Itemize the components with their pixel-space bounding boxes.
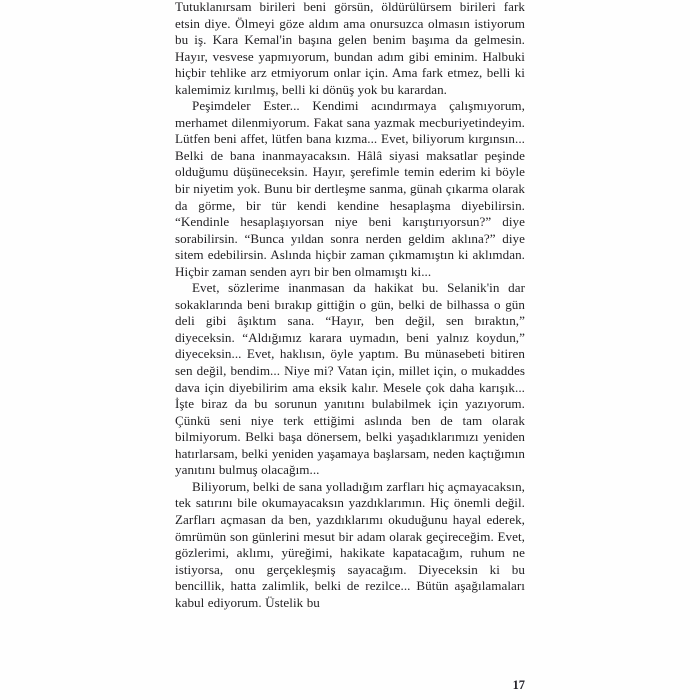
- body-paragraph: Evet, sözlerime inanmasan da hakikat bu. Selanik'in dar sokaklarında beni bırakıp gittiğin o gün, belki de bilhassa o gün deli gibi âşıktım sana. “Hayır, ben değil, sen bıraktın,” diyeceksin. “Aldığımız karara uymadın, beni yalnız koydun,” diyeceksin... Evet, haklısın, öyle yaptım. Bu münasebeti bitiren sen değil, bendim... Niye mi? Vatan için, millet için, o mukaddes dava için diyebilirim ama eksik kalır. Mesele çok daha karışık... İşte biraz da bu sorunun yanıtını bulabilmek için yazıyorum. Çünkü seni niye terk ettiğimi aslında ben de tam olarak bilmiyorum. Belki başa dönersem, belki yaşadıklarımızı yeniden hatırlarsam, belki yeniden yaşamaya başlarsam, neden kaçtığımın yanıtını bulmuş olacağım...: [175, 280, 525, 478]
- page-text-block: [175, 0, 525, 611]
- body-paragraph: Peşimdeler Ester... Kendimi acındırmaya çalışmıyorum, merhamet dilenmiyorum. Fakat sana yazmak mecburiyetindeyim. Lütfen beni affet, lütfen bana kızma... Evet, biliyorum kırgınsın... Belki de bana inanmayacaksın. Hâlâ siyasi maksatlar peşinde olduğumu düşüneceksin. Hayır, şerefimle temin ederim ki böyle bir niyetim yok. Bunu bir dertleşme sanma, günah çıkarma olarak da görme, bir tür kendi kendine hesaplaşma diyebilirsin. “Kendinle hesaplaşıyorsan niye beni karıştırıyorsun?” diye sorabilirsin. “Bunca yıldan sonra nerden geldim aklına?” diye sitem edebilirsin. Aslında hiçbir zaman çıkmamıştın ki aklımdan. Hiçbir zaman senden ayrı bir ben olmamıştı ki...: [175, 98, 525, 279]
- body-paragraph: Biliyorum, belki de sana yolladığım zarfları hiç açmayacaksın, tek satırını bile okumayacaksın yazdıklarımın. Hiç önemli değil. Zarfları açmasan da ben, yazdıklarımı okuduğunu hayal ederek, ömrümün son günlerini mesut bir adam olarak geçireceğim. Evet, gözlerimi, aklımı, yüreğimi, hakikate kapatacağım, ruhum ne istiyorsa, onu gerçekleşmiş sayacağım. Diyeceksin ki bu bencillik, hatta zalimlik, belki de rezilce... Bütün aşağılamaları kabul ediyorum. Üstelik bu: [175, 478, 525, 610]
- body-paragraph: Tutuklanırsam birileri beni görsün, öldürülürsem birileri fark etsin diye. Ölmeyi göze aldım ama onursuzca olmasın istiyorum bu iş. Kara Kemal'in başına gelen benim başıma da gelmesin. Hayır, vesvese yapmıyorum, bundan adım gibi eminim. Halbuki hiçbir tehlike arz etmiyorum onlar için. Ama fark etmez, belli ki kalemimiz kırılmış, belli ki dönüş yok bu karardan.: [175, 0, 525, 97]
- page-number: 17: [512, 678, 525, 692]
